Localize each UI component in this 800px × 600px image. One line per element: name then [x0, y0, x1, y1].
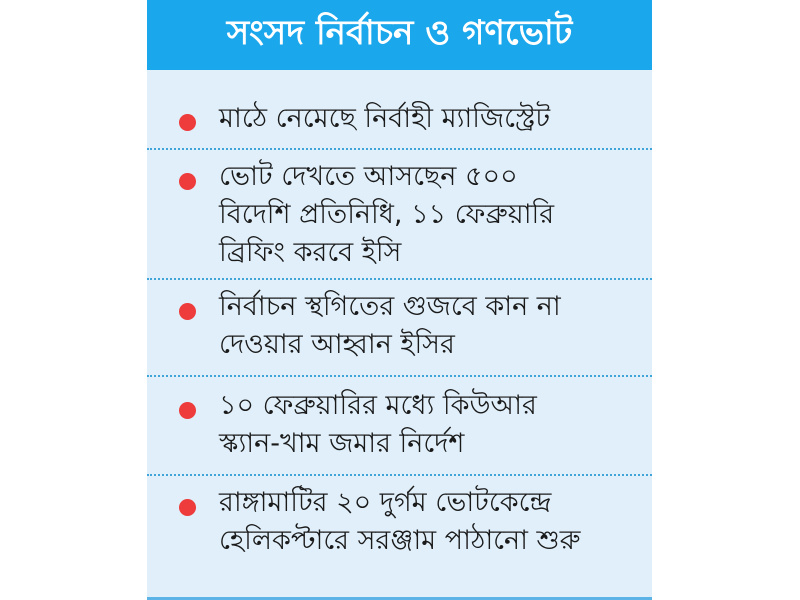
- list-item-line: নির্বাচন স্থগিতের গুজবে কান না: [219, 291, 561, 322]
- list-item-text: [219, 158, 644, 272]
- list-item-line: স্ক্যান-খাম জমার নির্দেশ: [219, 428, 465, 459]
- list-item-line: ভোট দেখতে আসছেন ৫০০: [219, 161, 518, 192]
- list-item-text: [219, 484, 644, 560]
- red-dot-bullet-icon: [179, 499, 196, 516]
- red-dot-bullet-icon: [179, 303, 196, 320]
- red-dot-bullet-icon: [179, 114, 196, 131]
- news-summary-box: [147, 0, 652, 600]
- list-item: [147, 377, 652, 476]
- list-item: [147, 84, 652, 150]
- list-item-line: বিদেশি প্রতিনিধি, ১১ ফেব্রুয়ারি: [219, 199, 555, 230]
- list-item-line: হেলিকপ্টারে সরঞ্জাম পাঠানো শুরু: [219, 525, 581, 556]
- list-item-line: ব্রিফিং করবে ইসি: [219, 237, 402, 268]
- red-dot-bullet-icon: [179, 402, 196, 419]
- red-dot-bullet-icon: [179, 173, 196, 190]
- list-item-line: রাঙ্গামাটির ২০ দুর্গম ভোটকেন্দ্রে: [219, 487, 552, 518]
- header-title: সংসদ নির্বাচন ও গণভোট: [226, 12, 573, 53]
- bullet-list: [147, 84, 652, 576]
- list-item-text: [219, 387, 644, 463]
- list-item: [147, 150, 652, 280]
- list-item-text: [219, 288, 644, 364]
- list-item-line: ১০ ফেব্রুয়ারির মধ্যে কিউআর: [219, 390, 537, 421]
- header-banner: [147, 0, 652, 70]
- list-item-line: মাঠে নেমেছে নির্বাহী ম্যাজিস্ট্রেট: [219, 103, 551, 134]
- list-item: [147, 476, 652, 576]
- list-item-line: দেওয়ার আহ্বান ইসির: [219, 329, 455, 360]
- list-item: [147, 280, 652, 377]
- list-item-text: [219, 100, 644, 138]
